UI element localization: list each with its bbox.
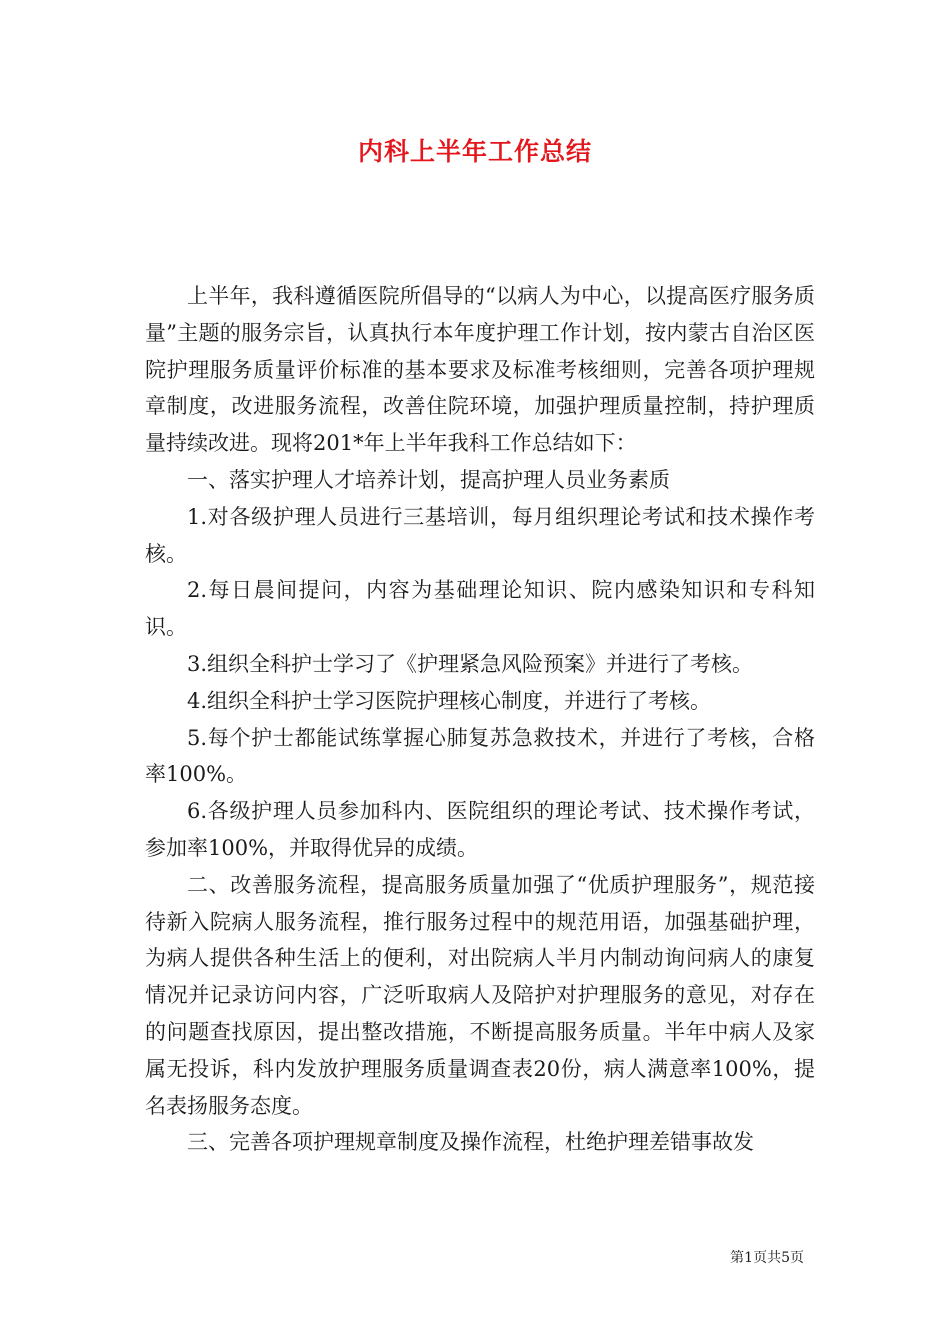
section-2-paragraph: 二、改善服务流程，提高服务质量加强了“优质护理服务”，规范接待新入院病人服务流程，推行服务过程中的规范用语，加强基础护理，为病人提供各种生活上的便利，对出院病人半月内制动询问病人的康复情况并记录访问内容，广泛听取病人及陪护对护理服务的意见，对存在的问题查找原因，提出整改措施，不断提高服务质量。半年中病人及家属无投诉，科内发放护理服务质量调查表20份，病人满意率100%，提名表扬服务态度。 <box>145 872 815 1118</box>
page-number-footer: 第1页共5页 <box>730 1250 804 1266</box>
paragraph-intro: 上半年，我科遵循医院所倡导的“以病人为中心，以提高医疗服务质量”主题的服务宗旨，认真执行本年度护理工作计划，按内蒙古自治区医院护理服务质量评价标准的基本要求及标准考核细则，完善各项护理规章制度，改进服务流程，改善住院环境，加强护理质量控制，持护理质量持续改进。现将201*年上半年我科工作总结如下： <box>145 284 815 456</box>
list-item-3: 3.组织全科护士学习了《护理紧急风险预案》并进行了考核。 <box>187 651 754 676</box>
document-body <box>145 278 815 1161</box>
list-item-5: 5.每个护士都能试练掌握心肺复苏急救技术，并进行了考核，合格率100%。 <box>145 725 815 787</box>
list-item-2: 2.每日晨间提问，内容为基础理论知识、院内感染知识和专科知识。 <box>145 578 815 640</box>
section-heading-3: 三、完善各项护理规章制度及操作流程，杜绝护理差错事故发 <box>187 1130 754 1155</box>
section-heading-1: 一、落实护理人才培养计划，提高护理人员业务素质 <box>187 467 670 492</box>
list-item-1: 1.对各级护理人员进行三基培训，每月组织理论考试和技术操作考核。 <box>145 504 815 566</box>
page-title: 内科上半年工作总结 <box>357 137 592 166</box>
list-item-4: 4.组织全科护士学习医院护理核心制度，并进行了考核。 <box>187 688 712 713</box>
list-item-6: 6.各级护理人员参加科内、医院组织的理论考试、技术操作考试，参加率100%，并取得优异的成绩。 <box>145 799 815 860</box>
